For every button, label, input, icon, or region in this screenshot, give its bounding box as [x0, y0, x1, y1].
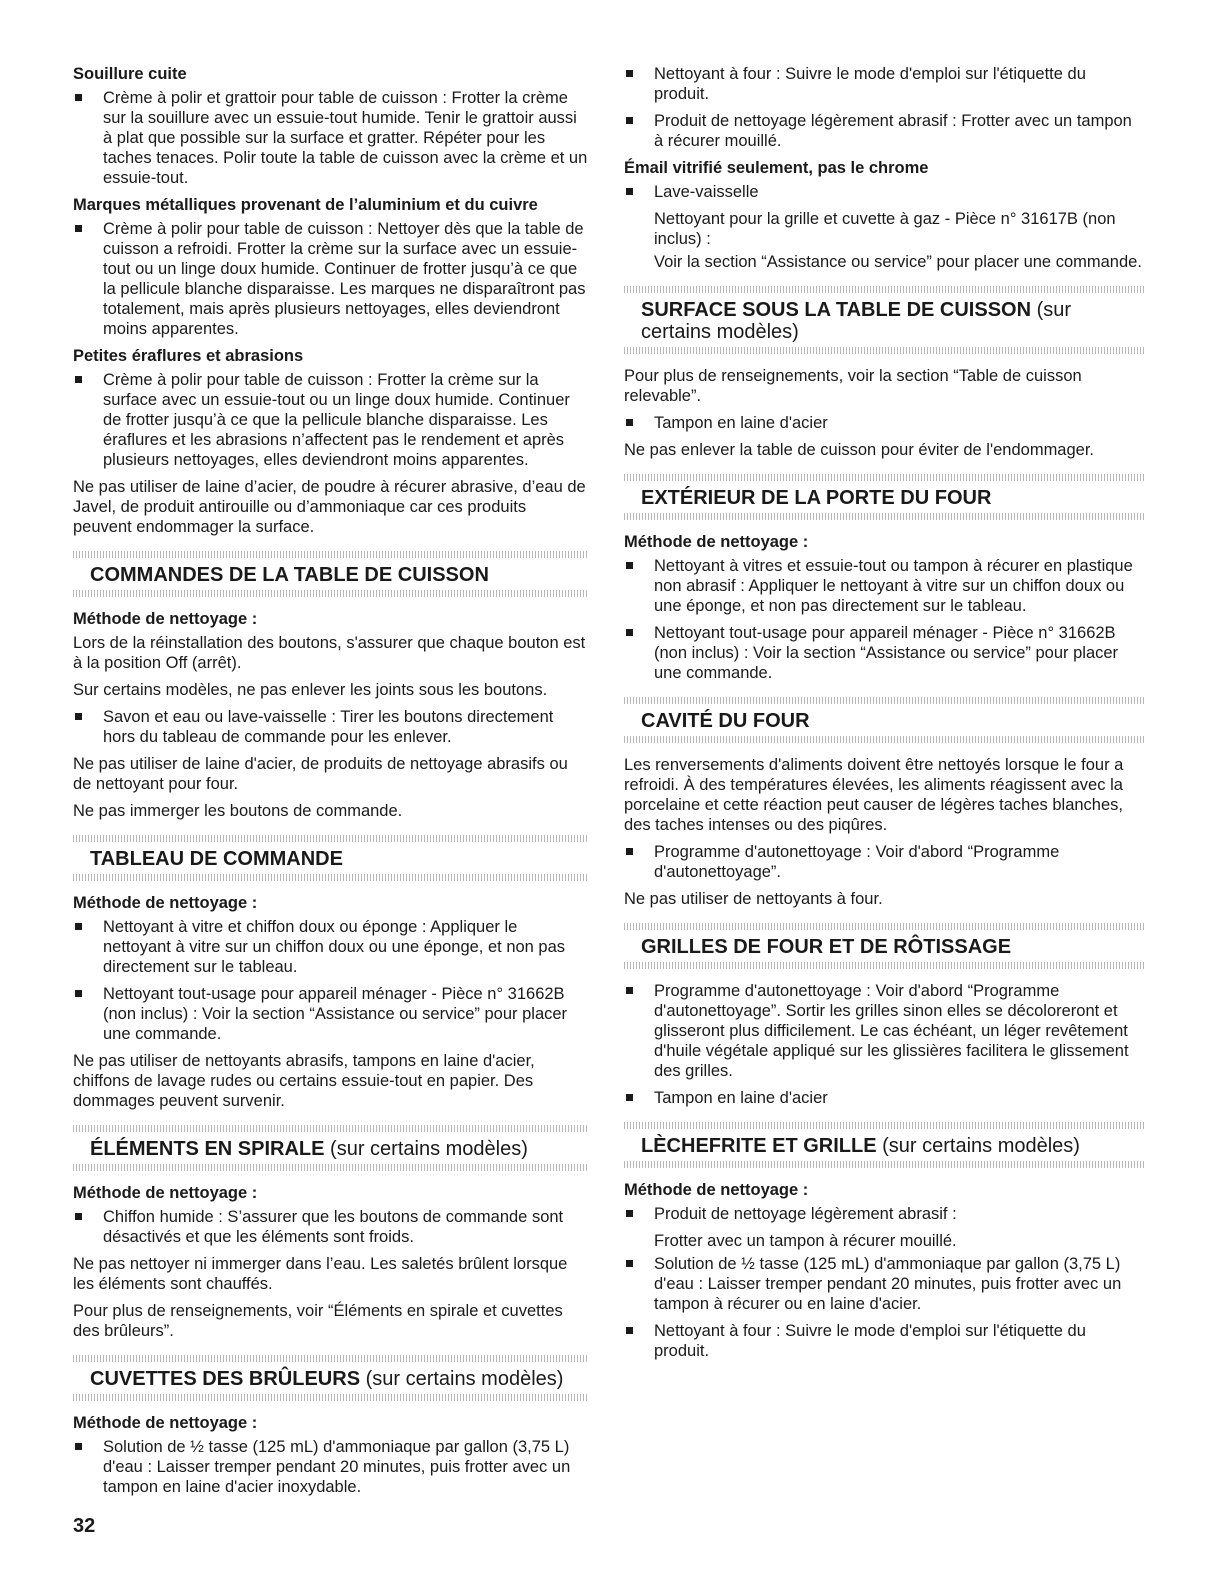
section-title: ÉLÉMENTS EN SPIRALE [90, 1138, 325, 1160]
section-title: SURFACE SOUS LA TABLE DE CUISSON [641, 299, 1032, 321]
bullet-item: Chiffon humide : S’assurer que les boutons de commande sont désactivés et que les éléments sont froids. [73, 1207, 589, 1247]
bullet-item: Nettoyant à vitres et essuie-tout ou tampon à récurer en plastique non abrasif : Appliquer le nettoyant à vitre sur un chiffon doux ou une éponge, et non pas directement sur le tableau. [624, 556, 1144, 616]
bullet-item: Lave-vaisselle [624, 182, 1144, 202]
paragraph: Ne pas utiliser de nettoyants abrasifs, tampons en laine d'acier, chiffons de lavage rudes ou certains essuie-tout en papier. Des dommages peuvent survenir. [73, 1052, 535, 1110]
paragraph: Ne pas nettoyer ni immerger dans l’eau. Les saletés brûlent lorsque les éléments sont chauffés. [73, 1255, 568, 1293]
subheading-eraflures: Petites éraflures et abrasions [73, 347, 304, 365]
section-header-tableau [73, 835, 589, 881]
section-note: (sur certains modèles) [882, 1135, 1080, 1157]
subheading-methode: Méthode de nettoyage : [73, 894, 258, 912]
bullet-item: Nettoyant tout-usage pour appareil ménager - Pièce n° 31662B (non inclus) : Voir la section “Assistance ou service” pour placer une commande. [73, 984, 589, 1044]
bullet-item: Programme d'autonettoyage : Voir d'abord “Programme d'autonettoyage”. [624, 842, 1144, 882]
divider-band [624, 962, 1144, 969]
page-number: 32 [73, 1515, 96, 1537]
divider-band [73, 551, 589, 558]
subheading-souillure: Souillure cuite [73, 65, 187, 83]
paragraph: Lors de la réinstallation des boutons, s'assurer que chaque bouton est à la position Off (arrêt). [73, 634, 586, 672]
section-header-lechefrite [624, 1122, 1144, 1168]
paragraph: Voir la section “Assistance ou service” pour placer une commande. [654, 253, 1142, 271]
section-title: LÈCHEFRITE ET GRILLE [641, 1135, 877, 1157]
section-note: (sur certains modèles) [365, 1368, 564, 1390]
divider-band [624, 474, 1144, 481]
paragraph: Nettoyant pour la grille et cuvette à gaz - Pièce n° 31617B (non inclus) : [654, 210, 1116, 248]
left-column [73, 64, 589, 1504]
paragraph: Les renversements d'aliments doivent être nettoyés lorsque le four a refroidi. À des températures élevées, les aliments réagissent avec la porcelaine et cette réaction peut causer de légères taches blanches, des taches intenses ou des piqûres. [624, 756, 1124, 834]
divider-band [73, 835, 589, 842]
subheading-methode: Méthode de nettoyage : [73, 610, 258, 628]
section-note: (sur certains modèles) [641, 299, 1072, 343]
bullet-item: Nettoyant à four : Suivre le mode d'emploi sur l'étiquette du produit. [624, 1321, 1144, 1361]
subheading-methode: Méthode de nettoyage : [73, 1184, 258, 1202]
bullet-item: Produit de nettoyage légèrement abrasif : Frotter avec un tampon à récurer mouillé. [624, 111, 1144, 151]
section-header-exterieur [624, 474, 1144, 520]
paragraph: Frotter avec un tampon à récurer mouillé. [654, 1232, 957, 1250]
divider-band [73, 1355, 589, 1362]
bullet-item: Solution de ½ tasse (125 mL) d'ammoniaque par gallon (3,75 L) d'eau : Laisser tremper pendant 20 minutes, puis frotter avec un tampon à récurer ou en laine d'acier. [624, 1254, 1144, 1314]
bullet-item: Solution de ½ tasse (125 mL) d'ammoniaque par gallon (3,75 L) d'eau : Laisser tremper pendant 20 minutes, puis frotter avec un tampon en laine d'acier inoxydable. [73, 1437, 589, 1497]
subheading-methode: Méthode de nettoyage : [624, 533, 809, 551]
bullet-item: Programme d'autonettoyage : Voir d'abord “Programme d'autonettoyage”. Sortir les grilles sinon elles se décoloreront et glisseront plus difficilement. Le cas échéant, un léger revêtement d'huile végétale appliqué sur les glissières facilitera le glissement des grilles. [624, 981, 1144, 1081]
bullet-item: Crème à polir pour table de cuisson : Nettoyer dès que la table de cuisson a refroidi. Frotter la crème sur la surface avec un essuie-tout ou un linge doux humide. Continuer de frotter jusqu’à ce que la pellicule blanche disparaisse. Les marques ne disparaîtront pas totalement, mais après plusieurs nettoyages, elles deviendront moins apparentes. [73, 219, 589, 339]
section-title: TABLEAU DE COMMANDE [90, 848, 343, 870]
subheading-methode: Méthode de nettoyage : [73, 1414, 258, 1432]
section-title: EXTÉRIEUR DE LA PORTE DU FOUR [641, 487, 992, 509]
subheading-methode: Méthode de nettoyage : [624, 1181, 809, 1199]
divider-band [624, 1161, 1144, 1168]
section-header-commandes [73, 551, 589, 597]
section-title: CUVETTES DES BRÛLEURS [90, 1368, 361, 1390]
paragraph: Ne pas enlever la table de cuisson pour éviter de l'endommager. [624, 441, 1095, 459]
section-header-elements [73, 1125, 589, 1171]
divider-band [624, 286, 1144, 293]
section-title: CAVITÉ DU FOUR [641, 710, 810, 732]
bullet-item: Nettoyant à vitre et chiffon doux ou éponge : Appliquer le nettoyant à vitre sur un chiffon doux ou une éponge, et non pas directement sur le tableau. [73, 917, 589, 977]
right-column [624, 64, 1144, 1368]
section-title: GRILLES DE FOUR ET DE RÔTISSAGE [641, 936, 1012, 958]
bullet-item: Crème à polir pour table de cuisson : Frotter la crème sur la surface avec un essuie-tout ou un linge doux humide. Continuer de frotter jusqu’à ce que la pellicule blanche disparaisse. Les éraflures et les abrasions n’affectent pas le rendement et après plusieurs nettoyages, elles deviendront moins apparentes. [73, 370, 589, 470]
bullet-item: Crème à polir et grattoir pour table de cuisson : Frotter la crème sur la souillure avec un essuie-tout humide. Tenir le grattoir aussi à plat que possible sur la surface et gratter. Répéter pour les taches tenaces. Polir toute la table de cuisson avec la crème et un essuie-tout. [73, 88, 589, 188]
section-title: COMMANDES DE LA TABLE DE CUISSON [90, 564, 489, 586]
paragraph: Ne pas immerger les boutons de commande. [73, 802, 403, 820]
bullet-item: Nettoyant à four : Suivre le mode d'emploi sur l'étiquette du produit. [624, 64, 1144, 104]
section-header-surface [624, 286, 1144, 354]
divider-band [624, 923, 1144, 930]
section-header-cuvettes [73, 1355, 589, 1401]
divider-band [624, 736, 1144, 743]
divider-band [624, 513, 1144, 520]
bullet-item: Tampon en laine d'acier [624, 413, 1144, 433]
divider-band [73, 590, 589, 597]
subheading-email: Émail vitrifié seulement, pas le chrome [624, 159, 929, 177]
paragraph: Pour plus de renseignements, voir “Éléments en spirale et cuvettes des brûleurs”. [73, 1302, 563, 1340]
bullet-item: Nettoyant tout-usage pour appareil ménager - Pièce n° 31662B (non inclus) : Voir la section “Assistance ou service” pour placer une commande. [624, 623, 1144, 683]
divider-band [73, 1394, 589, 1401]
bullet-item: Savon et eau ou lave-vaisselle : Tirer les boutons directement hors du tableau de commande pour les enlever. [73, 707, 589, 747]
divider-band [624, 347, 1144, 354]
paragraph: Ne pas utiliser de nettoyants à four. [624, 890, 883, 908]
bullet-item: Produit de nettoyage légèrement abrasif : [624, 1204, 1144, 1224]
divider-band [73, 1164, 589, 1171]
divider-band [73, 1125, 589, 1132]
divider-band [624, 1122, 1144, 1129]
subheading-marques: Marques métalliques provenant de l’aluminium et du cuivre [73, 196, 538, 214]
section-header-cavite [624, 697, 1144, 743]
section-header-grilles [624, 923, 1144, 969]
paragraph: Sur certains modèles, ne pas enlever les joints sous les boutons. [73, 681, 548, 699]
bullet-item: Tampon en laine d'acier [624, 1088, 1144, 1108]
paragraph: Ne pas utiliser de laine d'acier, de produits de nettoyage abrasifs ou de nettoyant pour four. [73, 755, 568, 793]
section-note: (sur certains modèles) [330, 1138, 528, 1160]
paragraph: Ne pas utiliser de laine d’acier, de poudre à récurer abrasive, d’eau de Javel, de produit antirouille ou d’ammoniaque car ces produits peuvent endommager la surface. [73, 478, 586, 536]
paragraph: Pour plus de renseignements, voir la section “Table de cuisson relevable”. [624, 367, 1082, 405]
divider-band [73, 874, 589, 881]
divider-band [624, 697, 1144, 704]
